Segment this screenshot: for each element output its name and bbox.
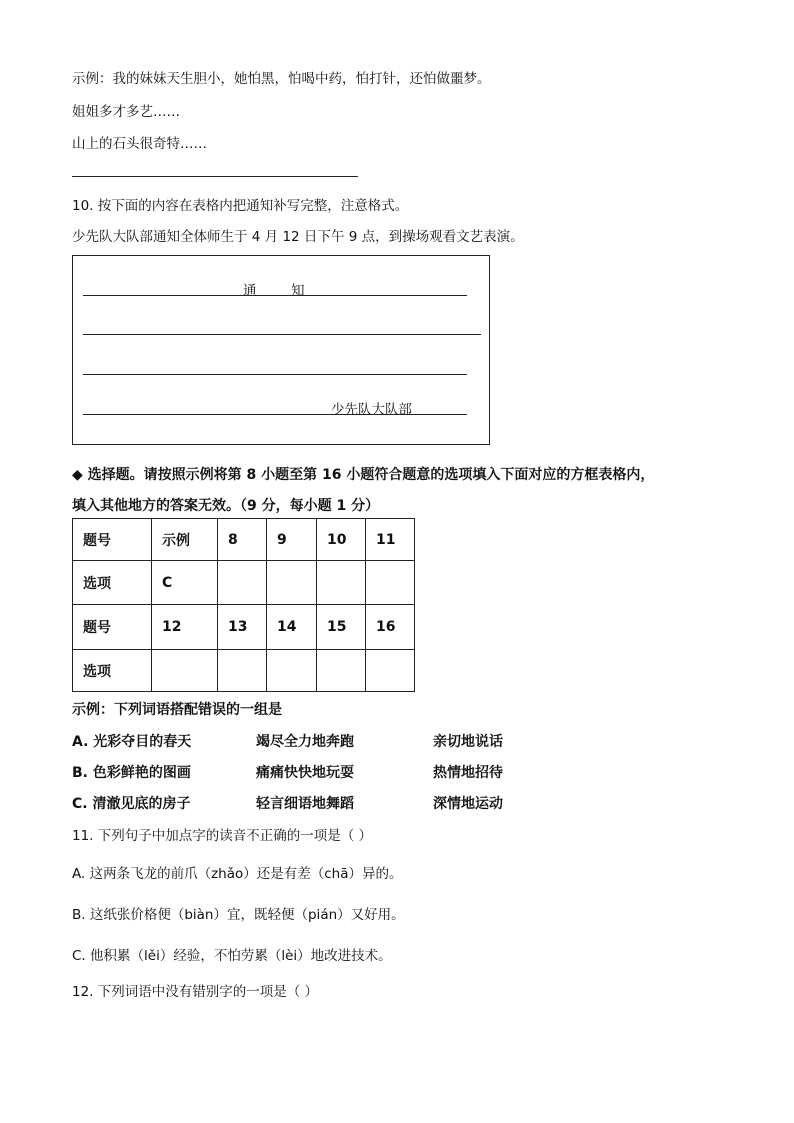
option-b-col3: 热情地招待 <box>433 765 503 781</box>
choice-heading-line2: 填入其他地方的答案无效。（9 分，每小题 1 分） <box>72 498 380 514</box>
answer-table <box>72 518 415 692</box>
option-c-col3: 深情地运动 <box>433 796 503 812</box>
answer-cell-11[interactable] <box>366 561 415 605</box>
table-cell: C <box>152 561 218 605</box>
option-a-col1: A. 光彩夺目的春天 <box>72 734 192 750</box>
table-cell: 选项 <box>73 650 152 692</box>
notice-line-1[interactable] <box>83 295 467 296</box>
notice-line-4[interactable] <box>83 414 467 415</box>
table-cell: 选项 <box>73 561 152 605</box>
table-row <box>73 605 415 650</box>
answer-cell-9[interactable] <box>267 561 317 605</box>
notice-box <box>72 255 490 445</box>
prompt-sister: 姐姐多才多艺…… <box>72 104 180 120</box>
answer-cell-8[interactable] <box>218 561 267 605</box>
prompt-stone: 山上的石头很奇特…… <box>72 136 207 152</box>
q12-question: 12. 下列词语中没有错别字的一项是（ ） <box>72 984 319 1000</box>
table-cell: 13 <box>218 605 267 650</box>
table-cell: 8 <box>218 519 267 561</box>
notice-title-tong: 通 <box>243 283 257 299</box>
table-cell: 9 <box>267 519 317 561</box>
answer-cell-15[interactable] <box>317 650 366 692</box>
table-cell: 16 <box>366 605 415 650</box>
table-cell: 示例 <box>152 519 218 561</box>
q11-option-a: A. 这两条飞龙的前爪（zhǎo）还是有差（chā）异的。 <box>72 866 403 882</box>
option-c-col2: 轻言细语地舞蹈 <box>256 796 354 812</box>
q10-content: 少先队大队部通知全体师生于 4 月 12 日下午 9 点，到操场观看文艺表演。 <box>72 229 524 245</box>
table-row <box>73 561 415 605</box>
answer-cell-14[interactable] <box>267 650 317 692</box>
notice-line-2[interactable] <box>83 334 481 335</box>
q11-option-c: C. 他积累（lěi）经验，不怕劳累（lèi）地改进技术。 <box>72 948 392 964</box>
answer-cell-12[interactable] <box>152 650 218 692</box>
answer-cell-13[interactable] <box>218 650 267 692</box>
notice-signature: 少先队大队部 <box>331 402 412 418</box>
notice-line-3[interactable] <box>83 374 467 375</box>
option-b-col2: 痛痛快快地玩耍 <box>256 765 354 781</box>
answer-line[interactable] <box>72 176 358 177</box>
table-row <box>73 650 415 692</box>
table-row <box>73 519 415 561</box>
answer-cell-10[interactable] <box>317 561 366 605</box>
choice-heading-line1: ◆ 选择题。请按照示例将第 8 小题至第 16 小题符合题意的选项填入下面对应的方框表格内， <box>72 467 655 483</box>
answer-cell-16[interactable] <box>366 650 415 692</box>
option-a-col2: 竭尽全力地奔跑 <box>256 734 354 750</box>
table-cell: 题号 <box>73 605 152 650</box>
table-cell: 14 <box>267 605 317 650</box>
q10-question: 10. 按下面的内容在表格内把通知补写完整，注意格式。 <box>72 198 409 214</box>
option-c-col1: C. 清澈见底的房子 <box>72 796 191 812</box>
table-cell: 12 <box>152 605 218 650</box>
example-sentence: 示例：我的妹妹天生胆小，她怕黑，怕喝中药，怕打针，还怕做噩梦。 <box>72 71 491 87</box>
table-cell: 题号 <box>73 519 152 561</box>
q11-question: 11. 下列句子中加点字的读音不正确的一项是（ ） <box>72 828 373 844</box>
table-cell: 11 <box>366 519 415 561</box>
notice-title-zhi: 知 <box>291 283 305 299</box>
option-a-col3: 亲切地说话 <box>433 734 503 750</box>
option-b-col1: B. 色彩鲜艳的图画 <box>72 765 191 781</box>
table-cell: 10 <box>317 519 366 561</box>
q11-option-b: B. 这纸张价格便（biàn）宜，既轻便（pián）又好用。 <box>72 907 405 923</box>
table-cell: 15 <box>317 605 366 650</box>
example-question-stem: 示例：下列词语搭配错误的一组是 <box>72 702 282 718</box>
